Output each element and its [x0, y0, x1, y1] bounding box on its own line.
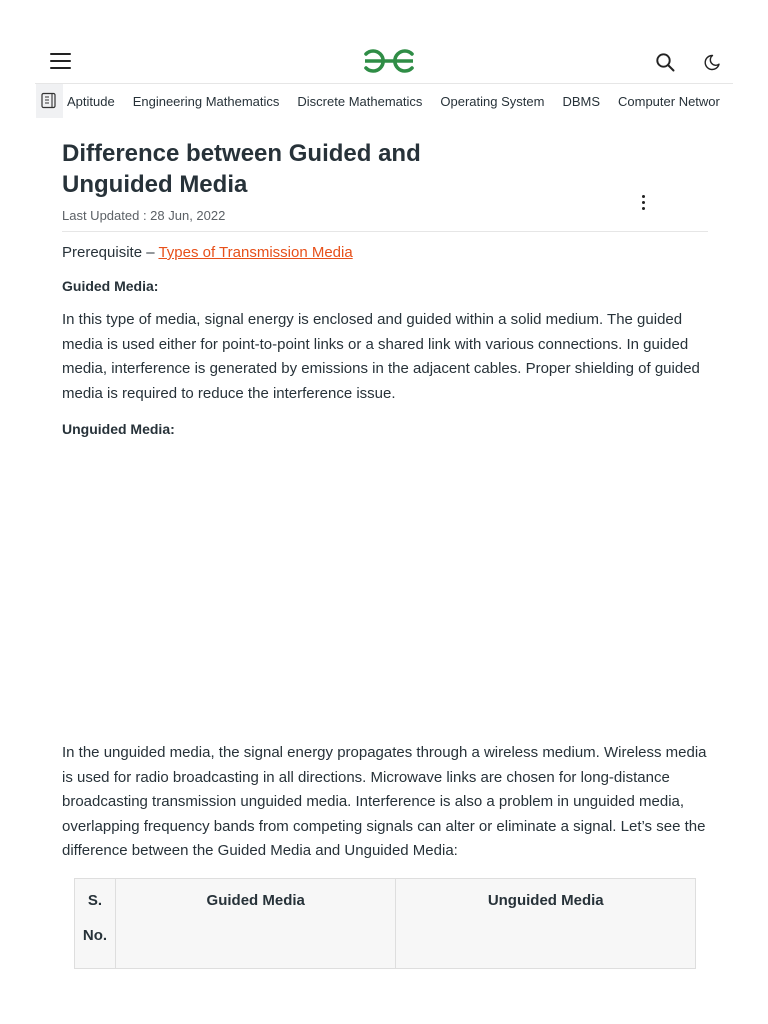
guided-media-heading: Guided Media: — [62, 278, 159, 294]
book-icon — [41, 92, 58, 109]
category-list — [67, 84, 733, 118]
site-logo[interactable] — [361, 44, 417, 78]
site-header — [35, 36, 733, 84]
category-aptitude[interactable]: Aptitude — [67, 93, 115, 109]
sidebar-toggle-button[interactable] — [36, 84, 63, 118]
prerequisite-line — [62, 243, 708, 263]
category-discrete-mathematics[interactable]: Discrete Mathematics — [297, 93, 423, 109]
column-header-unguided-media: Unguided Media — [396, 879, 696, 969]
article — [62, 138, 708, 864]
column-header-guided-media: Guided Media — [115, 879, 396, 969]
category-computer-networks[interactable]: Computer Networ — [618, 93, 720, 109]
guided-media-paragraph: In this type of media, signal energy is enclosed and guided within a solid medium. The guided media is used either for point-to-point links or a shared link with various connections. In guided media, interference is generated by emissions in the adjacent cables. Proper shielding of guided media is required to reduce the interference issue. — [62, 311, 700, 402]
article-meta — [62, 208, 708, 232]
category-dbms[interactable]: DBMS — [562, 93, 600, 109]
category-engineering-mathematics[interactable]: Engineering Mathematics — [132, 93, 280, 109]
comparison-table — [74, 878, 696, 969]
category-nav — [35, 84, 733, 118]
unguided-media-paragraph: In the unguided media, the signal energy propagates through a wireless medium. Wireless media is used for radio broadcasting in all directions. Microwave links are chosen for long-distance broadcasting transmission unguided media. Interference is also a problem in unguided media, overlapping frequency bands from competing signals can alter or eliminate a signal. Let’s see the difference between the Guided Media and Unguided Media: — [62, 744, 707, 859]
search-icon[interactable] — [654, 51, 676, 73]
category-operating-system[interactable]: Operating System — [440, 93, 545, 109]
article-title: Difference between Guided and Unguided Media — [62, 140, 421, 198]
image-placeholder — [62, 439, 708, 729]
prerequisite-link[interactable]: Types of Transmission Media — [158, 244, 353, 261]
last-updated: Last Updated : 28 Jun, 2022 — [62, 208, 226, 223]
table-header-row — [75, 879, 696, 969]
moon-icon[interactable] — [701, 51, 723, 73]
menu-icon[interactable] — [49, 51, 73, 71]
column-header-sno: S. No. — [75, 879, 116, 969]
more-options-icon[interactable] — [640, 192, 648, 212]
prerequisite-label: Prerequisite – — [62, 244, 159, 261]
unguided-media-heading: Unguided Media: — [62, 421, 175, 437]
